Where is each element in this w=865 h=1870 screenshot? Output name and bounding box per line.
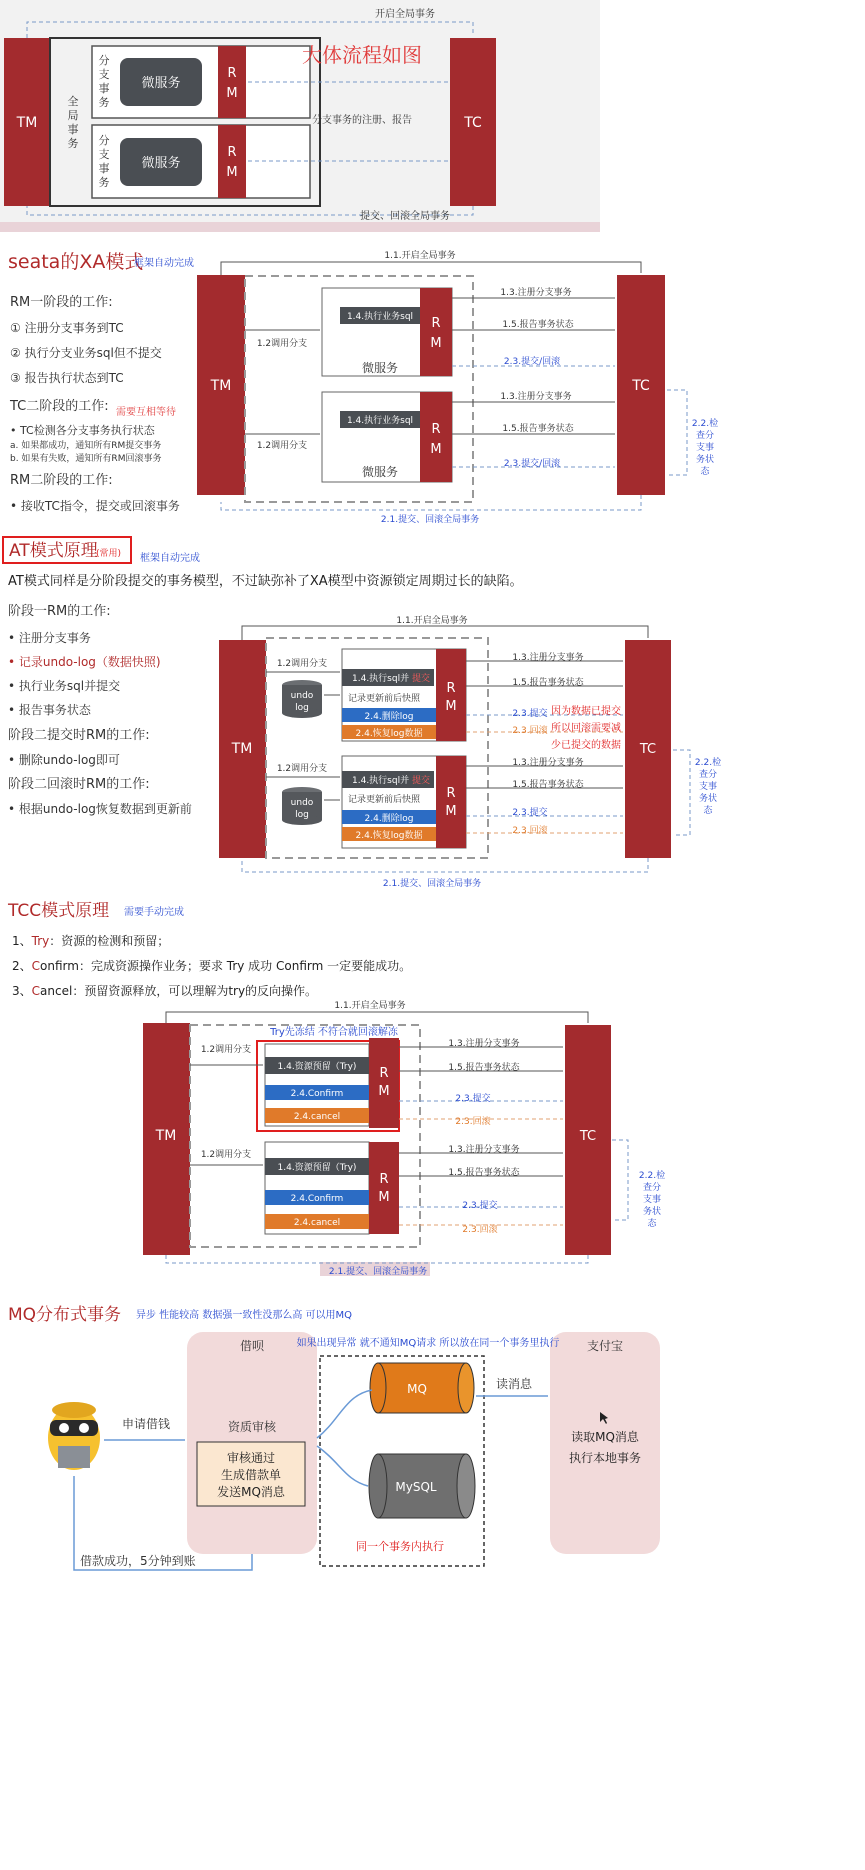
- global-tx-char: 全: [67, 95, 79, 108]
- undo-label: undo: [290, 691, 314, 701]
- commit-label: 2.3.提交: [455, 1094, 491, 1104]
- tcc-item-confirm: 2、Confirm：完成资源操作业务；要求 Try 成功 Confirm 一定要能成功。: [12, 959, 412, 973]
- try-label: 1.4.资源预留（Try): [277, 1163, 357, 1173]
- exec-sql-label: 1.4.执行业务sql: [346, 416, 414, 426]
- open-arrow: [221, 262, 641, 275]
- rm-char: M: [430, 336, 442, 351]
- global-commit-label: 2.1.提交、回滚全局事务: [328, 1267, 428, 1277]
- xa-title: seata的XA模式: [8, 251, 144, 273]
- check-char: 支事: [698, 782, 718, 792]
- rm-char: R: [431, 422, 441, 437]
- rm-char: M: [445, 804, 457, 819]
- delete-log-label: 2.4.删除log: [364, 814, 414, 824]
- rm-char: M: [430, 442, 442, 457]
- tcc-item-try: 1、Try：资源的检测和预留；: [12, 934, 170, 948]
- open-label: 1.1.开启全局事务: [384, 251, 456, 261]
- audit-box-line: 发送MQ消息: [217, 1485, 285, 1499]
- check-char: 查分: [698, 770, 718, 780]
- microservice-label: 微服务: [141, 156, 181, 171]
- rm-box: [436, 756, 466, 848]
- mq-badge: 异步 性能较高 数据强一致性没那么高 可以用MQ: [136, 1310, 353, 1321]
- rm-char: R: [227, 145, 237, 160]
- mysql-cylinder: [457, 1454, 475, 1518]
- overview-diagram: [0, 0, 865, 232]
- mq-diagram: [0, 1290, 865, 1870]
- rm-char: R: [379, 1066, 389, 1081]
- p1-item: • 记录undo-log（数据快照): [8, 655, 161, 669]
- tcc-badge: 需要手动完成: [124, 907, 184, 918]
- report-label: 1.5.报告事务状态: [502, 424, 574, 434]
- xa-diagram: [0, 240, 865, 530]
- mysql-cylinder: [369, 1454, 387, 1518]
- global-commit-arrow: [242, 858, 648, 872]
- at-title: AT模式原理: [9, 541, 98, 561]
- rm-char: M: [445, 699, 457, 714]
- rm-char: M: [226, 86, 238, 101]
- check-char: 务状: [642, 1207, 662, 1217]
- rm-box: [218, 125, 246, 198]
- rm-char: R: [446, 786, 456, 801]
- mq-note: 如果出现异常 就不通知MQ请求 所以放在同一个事务里执行: [296, 1338, 560, 1349]
- reg-label: 1.3.注册分支事务: [500, 288, 572, 298]
- commit-rb-label: 2.3.提交/回滚: [503, 357, 561, 367]
- rm1-item: ① 注册分支事务到TC: [10, 321, 124, 335]
- branch-char: 务: [98, 176, 110, 189]
- rm2-item: • 接收TC指令，提交或回滚事务: [10, 499, 180, 513]
- tc2-head: TC二阶段的工作:: [10, 399, 109, 414]
- rm-char: R: [227, 66, 237, 81]
- call-label: 1.2调用分支: [200, 1150, 252, 1160]
- alipay-work-line: 读取MQ消息: [571, 1430, 639, 1444]
- tcc-title: TCC模式原理: [8, 901, 110, 921]
- commit-label: 2.3.提交: [512, 709, 548, 719]
- cancel-label: 2.4.cancel: [293, 1218, 341, 1228]
- rollback-label: 2.3.回滚: [455, 1117, 491, 1127]
- branch-char: 支: [98, 148, 110, 161]
- check-char: 态: [703, 806, 713, 816]
- overview-section: [0, 0, 865, 232]
- branch-char: 分: [98, 54, 110, 67]
- branch-char: 支: [98, 68, 110, 81]
- check-char: 支事: [695, 443, 715, 453]
- check-char: 态: [700, 467, 710, 477]
- audit-label: 资质审核: [227, 1420, 277, 1434]
- exec-label: 1.4.执行sql并: [352, 776, 410, 786]
- mq-label: MQ: [407, 1382, 427, 1396]
- global-commit-arrow: [166, 1255, 588, 1263]
- rm-char: M: [226, 165, 238, 180]
- tc2-item: • TC检测各分支事务执行状态: [10, 424, 155, 437]
- tc2-note: 需要互相等待: [116, 407, 176, 418]
- tm-label: TM: [210, 378, 232, 394]
- check-char: 查分: [695, 431, 715, 441]
- report-label: 1.5.报告事务状态: [502, 320, 574, 330]
- at-title-tag: (常用): [96, 549, 122, 559]
- mq-cylinder: [370, 1363, 386, 1413]
- tm-label: TM: [155, 1128, 177, 1144]
- call-label: 1.2调用分支: [276, 764, 328, 774]
- reg-label: 1.3.注册分支事务: [448, 1039, 520, 1049]
- microservice-label: 微服务: [361, 465, 399, 479]
- restore-label: 2.4.恢复log数据: [355, 831, 423, 841]
- open-label: 1.1.开启全局事务: [396, 616, 468, 626]
- p2r-item: • 根据undo-log恢复数据到更新前: [8, 802, 192, 816]
- snapshot-label: 记录更新前后快照: [347, 795, 421, 805]
- branch-char: 事: [98, 162, 110, 175]
- commit-rb-label: 2.3.提交/回滚: [503, 459, 561, 469]
- open-arrow: [166, 1012, 588, 1023]
- p2r-head: 阶段二回滚时RM的工作:: [8, 777, 150, 792]
- rm1-item: ③ 报告执行状态到TC: [10, 371, 124, 385]
- xa-badge: 框架自动完成: [134, 258, 194, 269]
- rm-box: [420, 392, 452, 482]
- p2c-item: • 删除undo-log即可: [8, 753, 120, 767]
- microservice-label: 微服务: [141, 76, 181, 91]
- check-char: 查分: [642, 1183, 662, 1193]
- call-label: 1.2调用分支: [256, 339, 308, 349]
- at-note: 因为数据已提交: [551, 706, 621, 717]
- rm-box: [369, 1038, 399, 1128]
- report-label: 1.5.报告事务状态: [512, 780, 584, 790]
- at-section: [0, 535, 865, 895]
- alipay-label: 支付宝: [586, 1339, 624, 1353]
- tc-label: TC: [579, 1129, 597, 1144]
- call-label: 1.2调用分支: [200, 1045, 252, 1055]
- mq-title: MQ分布式事务: [8, 1305, 122, 1325]
- rm2-head: RM二阶段的工作:: [10, 473, 113, 488]
- rm-box: [420, 288, 452, 376]
- check-char: 态: [647, 1219, 657, 1229]
- global-tx-char: 务: [67, 137, 79, 150]
- register-label: 分支事务的注册、报告: [312, 115, 412, 126]
- check-char: 2.2.检: [638, 1171, 666, 1181]
- confirm-label: 2.4.Confirm: [290, 1089, 344, 1099]
- overview-title: 大体流程如图: [302, 43, 422, 67]
- at-note: 少已提交的数据: [551, 740, 621, 751]
- reg-label: 1.3.注册分支事务: [448, 1145, 520, 1155]
- undo-label: undo: [290, 798, 314, 808]
- exec-label: 1.4.执行sql并: [352, 674, 410, 684]
- check-char: 2.2.检: [691, 419, 719, 429]
- to-mq-arrow: [317, 1390, 372, 1438]
- report-label: 1.5.报告事务状态: [448, 1063, 520, 1073]
- open-arrow: [242, 626, 648, 640]
- check-char: 支事: [642, 1195, 662, 1205]
- rollback-label: 2.3.回滚: [512, 726, 548, 736]
- user-avatar-icon: [48, 1402, 100, 1470]
- tc2-item: a. 如果都成功，通知所有RM提交事务: [10, 441, 162, 451]
- open-label: 开启全局事务: [375, 9, 435, 20]
- undo-label: log: [295, 810, 309, 820]
- rollback-label: 2.3.回滚: [512, 826, 548, 836]
- report-label: 1.5.报告事务状态: [448, 1168, 520, 1178]
- at-note: 所以回滚需要减: [551, 723, 621, 734]
- tm-label: TM: [16, 115, 38, 131]
- confirm-label: 2.4.Confirm: [290, 1194, 344, 1204]
- tcc-section: [0, 895, 865, 1290]
- mysql-label: MySQL: [395, 1480, 437, 1494]
- p2c-head: 阶段二提交时RM的工作:: [8, 728, 150, 743]
- rm-char: R: [379, 1172, 389, 1187]
- p1-item: • 注册分支事务: [8, 631, 91, 645]
- check-arrow: [673, 750, 690, 835]
- same-tx-label: 同一个事务内执行: [356, 1540, 444, 1553]
- p1-item: • 报告事务状态: [8, 703, 91, 717]
- to-mysql-arrow: [317, 1446, 368, 1486]
- microservice-label: 微服务: [361, 361, 399, 375]
- jiebei-label: 借呗: [239, 1339, 265, 1353]
- global-commit-label: 2.1.提交、回滚全局事务: [382, 879, 482, 889]
- rm-char: M: [378, 1190, 390, 1205]
- read-msg-label: 读消息: [495, 1377, 533, 1391]
- rm1-head: RM一阶段的工作:: [10, 295, 113, 310]
- exec-highlight: 提交: [412, 674, 431, 684]
- global-tx-char: 事: [67, 123, 79, 136]
- rm-char: R: [446, 681, 456, 696]
- branch-char: 务: [98, 96, 110, 109]
- at-intro: AT模式同样是分阶段提交的事务模型，不过缺弥补了XA模型中资源锁定周期过长的缺陷。: [8, 574, 523, 589]
- exec-sql-label: 1.4.执行业务sql: [346, 312, 414, 322]
- commit-label: 2.3.提交: [512, 808, 548, 818]
- commit-label: 2.3.提交: [462, 1201, 498, 1211]
- global-tx-char: 局: [67, 109, 79, 122]
- p1-item: • 执行业务sql并提交: [8, 679, 121, 693]
- reg-label: 1.3.注册分支事务: [500, 392, 572, 402]
- snapshot-label: 记录更新前后快照: [347, 694, 421, 704]
- apply-label: 申请借钱: [121, 1417, 171, 1431]
- tc-label: TC: [639, 742, 657, 757]
- restore-label: 2.4.恢复log数据: [355, 729, 423, 739]
- check-arrow: [667, 390, 687, 475]
- branch-char: 分: [98, 134, 110, 147]
- rm-box: [369, 1142, 399, 1234]
- tc-label: TC: [464, 115, 482, 131]
- try-label: 1.4.资源预留（Try): [277, 1062, 357, 1072]
- tc2-item: b. 如果有失败，通知所有RM回滚事务: [10, 454, 162, 464]
- alipay-work-line: 执行本地事务: [568, 1451, 642, 1465]
- commit-label: 提交、回滚全局事务: [360, 211, 450, 222]
- branch-char: 事: [98, 82, 110, 95]
- at-badge: 框架自动完成: [140, 553, 200, 564]
- report-label: 1.5.报告事务状态: [512, 678, 584, 688]
- tm-label: TM: [231, 741, 253, 757]
- rollback-label: 2.3.回滚: [462, 1225, 498, 1235]
- rm-char: R: [431, 316, 441, 331]
- cancel-label: 2.4.cancel: [293, 1112, 341, 1122]
- exec-highlight: 提交: [412, 776, 431, 786]
- call-label: 1.2调用分支: [276, 659, 328, 669]
- success-label: 借款成功，5分钟到账: [80, 1554, 196, 1568]
- xa-section: [0, 240, 865, 530]
- tcc-note: Try先冻结 不符合就回滚解冻: [270, 1027, 398, 1038]
- mq-cylinder: [458, 1363, 474, 1413]
- rm1-item: ② 执行分支业务sql但不提交: [10, 346, 162, 360]
- undo-label: log: [295, 703, 309, 713]
- p1-head: 阶段一RM的工作:: [8, 604, 111, 619]
- tcc-item-cancel: 3、Cancel：预留资源释放，可以理解为try的反向操作。: [12, 984, 318, 998]
- check-char: 务状: [695, 455, 715, 465]
- delete-log-label: 2.4.删除log: [364, 712, 414, 722]
- reg-label: 1.3.注册分支事务: [512, 653, 584, 663]
- reg-label: 1.3.注册分支事务: [512, 758, 584, 768]
- rm-box: [218, 46, 246, 118]
- tc-label: TC: [632, 378, 650, 394]
- mq-section: [0, 1290, 865, 1870]
- global-commit-label: 2.1.提交、回滚全局事务: [380, 515, 480, 525]
- call-label: 1.2调用分支: [256, 441, 308, 451]
- at-diagram: [0, 535, 865, 895]
- open-label: 1.1.开启全局事务: [334, 1001, 406, 1011]
- audit-box-line: 审核通过: [226, 1451, 276, 1465]
- audit-box-line: 生成借款单: [220, 1468, 282, 1482]
- check-arrow: [612, 1140, 628, 1220]
- rm-char: M: [378, 1084, 390, 1099]
- check-char: 2.2.检: [694, 758, 722, 768]
- check-char: 务状: [698, 794, 718, 804]
- tcc-diagram: [0, 895, 865, 1290]
